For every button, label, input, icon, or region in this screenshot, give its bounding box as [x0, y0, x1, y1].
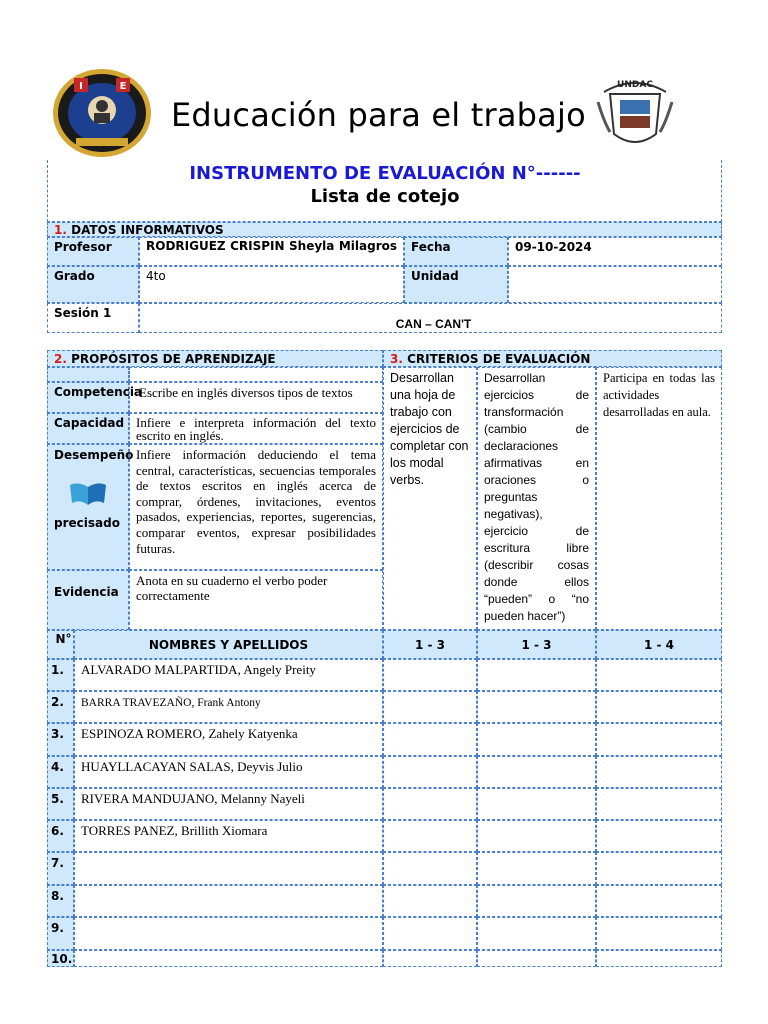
- row-number: 4.: [47, 756, 74, 788]
- section-title: DATOS INFORMATIVOS: [71, 223, 224, 237]
- section-datos-header: [47, 222, 722, 237]
- svg-text:E: E: [119, 81, 127, 92]
- score-cell-2[interactable]: [477, 659, 596, 691]
- sesion-label: Sesión 1: [47, 303, 139, 333]
- num-header: N°: [47, 630, 74, 659]
- desempeno-label-cell: [47, 444, 134, 570]
- row-number: 10.: [47, 950, 74, 967]
- capacidad-value: Infiere e interpreta información del texto escrito en inglés.: [129, 413, 383, 444]
- score-cell-3[interactable]: [596, 691, 722, 723]
- score-cell-2[interactable]: [477, 852, 596, 885]
- student-name: RIVERA MANDUJANO, Melanny Nayeli: [74, 788, 383, 820]
- svg-text:UNDAC: UNDAC: [617, 80, 653, 90]
- score-cell-3[interactable]: [596, 917, 722, 950]
- criterio-3: Participa en todas las actividades desarrolladas en aula.: [596, 367, 722, 630]
- score-cell-1[interactable]: [383, 659, 477, 691]
- score-cell-3[interactable]: [596, 852, 722, 885]
- score-cell-3[interactable]: [596, 820, 722, 852]
- section-title: CRITERIOS DE EVALUACIÓN: [407, 352, 591, 366]
- row-number: 7.: [47, 852, 74, 885]
- instrument-title: INSTRUMENTO DE EVALUACIÓN N°------: [189, 163, 581, 184]
- score-cell-3[interactable]: [596, 723, 722, 756]
- score-cell-3[interactable]: [596, 885, 722, 917]
- fecha-label: Fecha: [404, 237, 508, 266]
- section-number: 3.: [390, 352, 403, 366]
- score-cell-2[interactable]: [477, 723, 596, 756]
- score-cell-1[interactable]: [383, 723, 477, 756]
- row-number: 8.: [47, 885, 74, 917]
- undac-seal-logo: [596, 72, 674, 152]
- score-cell-1[interactable]: [383, 691, 477, 723]
- profesor-value: RODRIGUEZ CRISPIN Sheyla Milagros: [139, 237, 404, 266]
- propositos-spacer-value: [129, 367, 383, 382]
- row-number: 6.: [47, 820, 74, 852]
- row-number: 2.: [47, 691, 74, 723]
- score-cell-2[interactable]: [477, 917, 596, 950]
- score-cell-3[interactable]: [596, 756, 722, 788]
- desempeno-label-bottom: precisado: [54, 516, 120, 530]
- row-number: 9.: [47, 917, 74, 950]
- row-number: 3.: [47, 723, 74, 756]
- score-cell-2[interactable]: [477, 820, 596, 852]
- scale-header-1: 1 - 3: [383, 630, 477, 659]
- score-cell-1[interactable]: [383, 885, 477, 917]
- profesor-label: Profesor: [47, 237, 139, 266]
- section-number: 1.: [54, 223, 67, 237]
- evidencia-label: Evidencia: [47, 570, 129, 630]
- score-cell-3[interactable]: [596, 788, 722, 820]
- sesion-value-cell: [139, 303, 722, 333]
- competencia-label: Competencia: [47, 382, 129, 413]
- score-cell-2[interactable]: [477, 788, 596, 820]
- score-cell-1[interactable]: [383, 756, 477, 788]
- competencia-value: Escribe en inglés diversos tipos de textos: [129, 382, 383, 413]
- section-propositos-header: [47, 350, 383, 367]
- student-name: [74, 917, 383, 950]
- capacidad-label: Capacidad: [47, 413, 129, 444]
- row-number: 1.: [47, 659, 74, 691]
- score-cell-2[interactable]: [477, 691, 596, 723]
- fecha-value: 09-10-2024: [508, 237, 722, 266]
- school-seal-logo: [52, 68, 152, 158]
- score-cell-2[interactable]: [477, 885, 596, 917]
- student-name: ESPINOZA ROMERO, Zahely Katyenka: [74, 723, 383, 756]
- unidad-value: [508, 266, 722, 303]
- criterio-1: Desarrollan una hoja de trabajo con ejercicios de completar con los modal verbs.: [383, 367, 477, 630]
- student-name: BARRA TRAVEZAÑO, Frank Antony: [74, 691, 383, 723]
- row-number: 5.: [47, 788, 74, 820]
- grado-value: 4to: [139, 266, 404, 303]
- desempeno-value: Infiere información deduciendo el tema central, características, secuencias temporales de textos escritos en inglés acerca de comprar, órdenes, invitaciones, eventos pasados, experiencias, reportes, sugerencias, comparar eventos, expresar posibilidades futuras.: [129, 444, 383, 570]
- page-title: Educación para el trabajo: [171, 96, 586, 134]
- score-cell-1[interactable]: [383, 788, 477, 820]
- name-header: NOMBRES Y APELLIDOS: [74, 630, 383, 659]
- score-cell-1[interactable]: [383, 820, 477, 852]
- criterio-2: Desarrollan ejercicios de transformación (cambio de declaraciones afirmativas en oraciones o preguntas negativas), ejercicio de escritura libre (describir cosas donde ellos “pueden” o “no pueden hacer”): [477, 367, 596, 630]
- section-number: 2.: [54, 352, 67, 366]
- scale-header-2: 1 - 3: [477, 630, 596, 659]
- score-cell-2[interactable]: [477, 756, 596, 788]
- section-title: PROPÓSITOS DE APRENDIZAJE: [71, 352, 276, 366]
- student-name: ALVARADO MALPARTIDA, Angely Preity: [74, 659, 383, 691]
- evidencia-value: Anota en su cuaderno el verbo poder correctamente: [129, 570, 383, 630]
- student-name: HUAYLLACAYAN SALAS, Deyvis Julio: [74, 756, 383, 788]
- score-cell-1[interactable]: [383, 852, 477, 885]
- score-cell-1[interactable]: [383, 950, 477, 967]
- propositos-spacer-label: [47, 367, 129, 382]
- unidad-label: Unidad: [404, 266, 508, 303]
- student-name: TORRES PANEZ, Brillith Xiomara: [74, 820, 383, 852]
- score-cell-3[interactable]: [596, 659, 722, 691]
- score-cell-1[interactable]: [383, 917, 477, 950]
- grado-label: Grado: [47, 266, 139, 303]
- student-name: [74, 852, 383, 885]
- sesion-value: CAN – CAN'T: [395, 317, 472, 331]
- student-name: [74, 950, 383, 967]
- student-name: [74, 885, 383, 917]
- desempeno-label: Desempeño: [54, 448, 134, 462]
- scale-header-3: 1 - 4: [596, 630, 722, 659]
- instrument-subtitle: Lista de cotejo: [310, 186, 460, 207]
- svg-text:I: I: [79, 81, 83, 92]
- score-cell-2[interactable]: [477, 950, 596, 967]
- section-criterios-header: [383, 350, 722, 367]
- book-icon: [68, 481, 108, 507]
- score-cell-3[interactable]: [596, 950, 722, 967]
